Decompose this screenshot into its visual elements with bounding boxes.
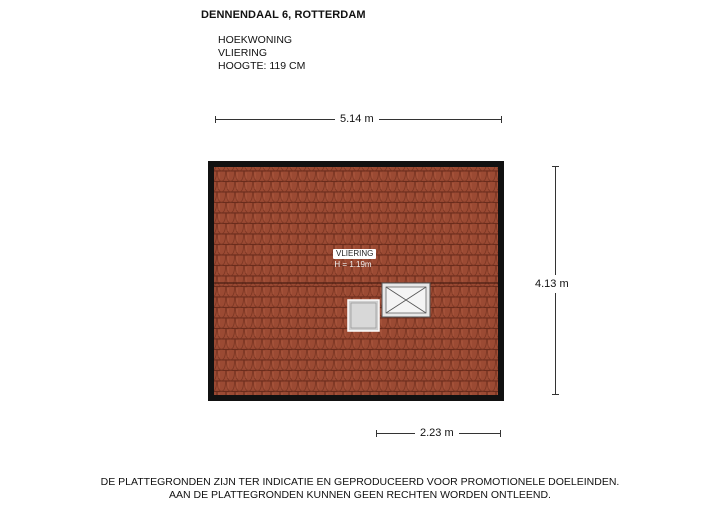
disclaimer-line-2: AAN DE PLATTEGRONDEN KUNNEN GEEN RECHTEN WORDEN ONTLEEND. — [169, 489, 551, 501]
floor-plan-drawing — [208, 161, 504, 401]
disclaimer — [0, 476, 720, 502]
height-dimension-label: 4.13 m — [532, 275, 572, 293]
disclaimer-line-1: DE PLATTEGRONDEN ZIJN TER INDICATIE EN GEPRODUCEERD VOOR PROMOTIONELE DOELEINDEN. — [100, 476, 620, 488]
room-name: VLIERING — [333, 249, 376, 259]
width-dimension-tick-left — [215, 116, 216, 123]
partial-dimension-tick-right — [500, 430, 501, 437]
floor-plan — [208, 161, 504, 401]
chimney-shaft — [348, 300, 379, 331]
width-dimension-tick-right — [501, 116, 502, 123]
info-floor-name: VLIERING — [218, 47, 268, 59]
partial-dimension-tick-left — [376, 430, 377, 437]
skylight — [382, 283, 430, 317]
room-label — [333, 249, 373, 270]
address-title: DENNENDAAL 6, ROTTERDAM — [201, 9, 366, 21]
info-height: HOOGTE: 119 CM — [218, 60, 306, 72]
room-height: H = 1.19m — [334, 260, 372, 269]
info-house-type: HOEKWONING — [218, 34, 293, 46]
info-block — [218, 34, 305, 73]
width-dimension-label: 5.14 m — [335, 113, 379, 125]
partial-dimension-label: 2.23 m — [415, 427, 459, 439]
height-dimension-tick-top — [552, 166, 559, 167]
roof-tiles — [214, 167, 498, 395]
height-dimension-tick-bottom — [552, 394, 559, 395]
